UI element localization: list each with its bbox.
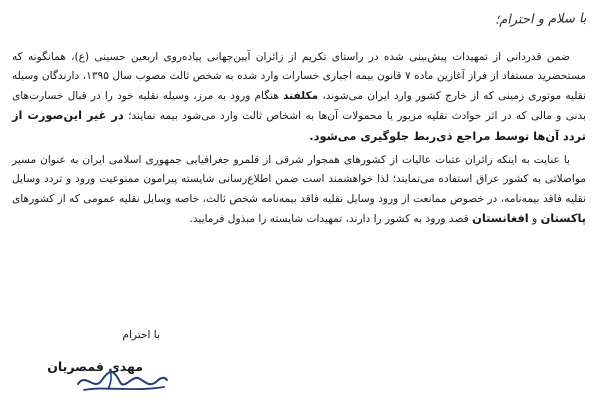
country-afghanistan: افغانستان <box>472 211 529 226</box>
paragraph-1-text-b: هنگام ورود به مرز، وسیله نقلیه خود را در قبال خسارت‌های بدنی و مالی که در اثر حوادث نقلیه مزبور یا محمولات آن‌ها به اشخاص ثالث وارد می‌شود بیمه نمایند؛ <box>12 89 586 123</box>
paragraph-1-bold-warning: در غیر این‌صورت از تردد آن‌ها توسط مراجع ذی‌ربط جلوگیری می‌شود. <box>12 108 586 143</box>
paragraph-2-text-b: قصد ورود به کشور را دارند، تمهیدات شایسته را مبذول فرمایید. <box>189 213 469 226</box>
signer-name: مهدی قمصریان <box>47 359 143 374</box>
paragraph-2-text-a: با عنایت به اینکه زائران عتبات عالیات از کشورهای همجوار شرقی از قلمرو جغرافیایی جمهوری اسلامی ایران به عنوان مسیر مواصلاتی به کشور عراق استفاده می‌نمایند؛ لذا خواهشمند است ضمن اطلاع‌رسانی شایسته پیرامون ممنوعیت ورود و تردد وسایل نقلیه فاقد بیمه‌نامه، در خصوص ممانعت از ورود وسایل نقلیه فاقد بیمه‌نامه شخص ثالث، خاصه وسایل نقلیه عمومی که از کشورهای <box>12 154 586 205</box>
closing-salutation: با احترام <box>122 329 160 341</box>
paragraph-1 <box>12 48 586 147</box>
paragraph-2-conjunction: و <box>532 213 538 226</box>
letter-body <box>12 48 586 234</box>
paragraph-1-bold-obligated: مکلفند <box>283 89 319 102</box>
country-pakistan: پاکستان <box>540 211 586 226</box>
paragraph-1-text-a: ضمن قدردانی از تمهیدات پیش‌بینی شده در راستای تکریم از زائران آیین‌جهانی پیاده‌روی اربعین حسینی (ع)، همانگونه که مستحضرید مستفاد از فراز آغازین ماده ۷ قانون بیمه اجباری خسارات وارد شده به شخص ثالث مصوب سال ۱۳۹۵، دارندگان وسیله نقلیه موتوری زمینی که از خارج کشور وارد ایران می‌شوند، <box>12 51 587 102</box>
paragraph-2 <box>12 151 586 230</box>
greeting: با سلام و احترام؛ <box>494 11 587 28</box>
handwritten-signature <box>74 362 170 396</box>
